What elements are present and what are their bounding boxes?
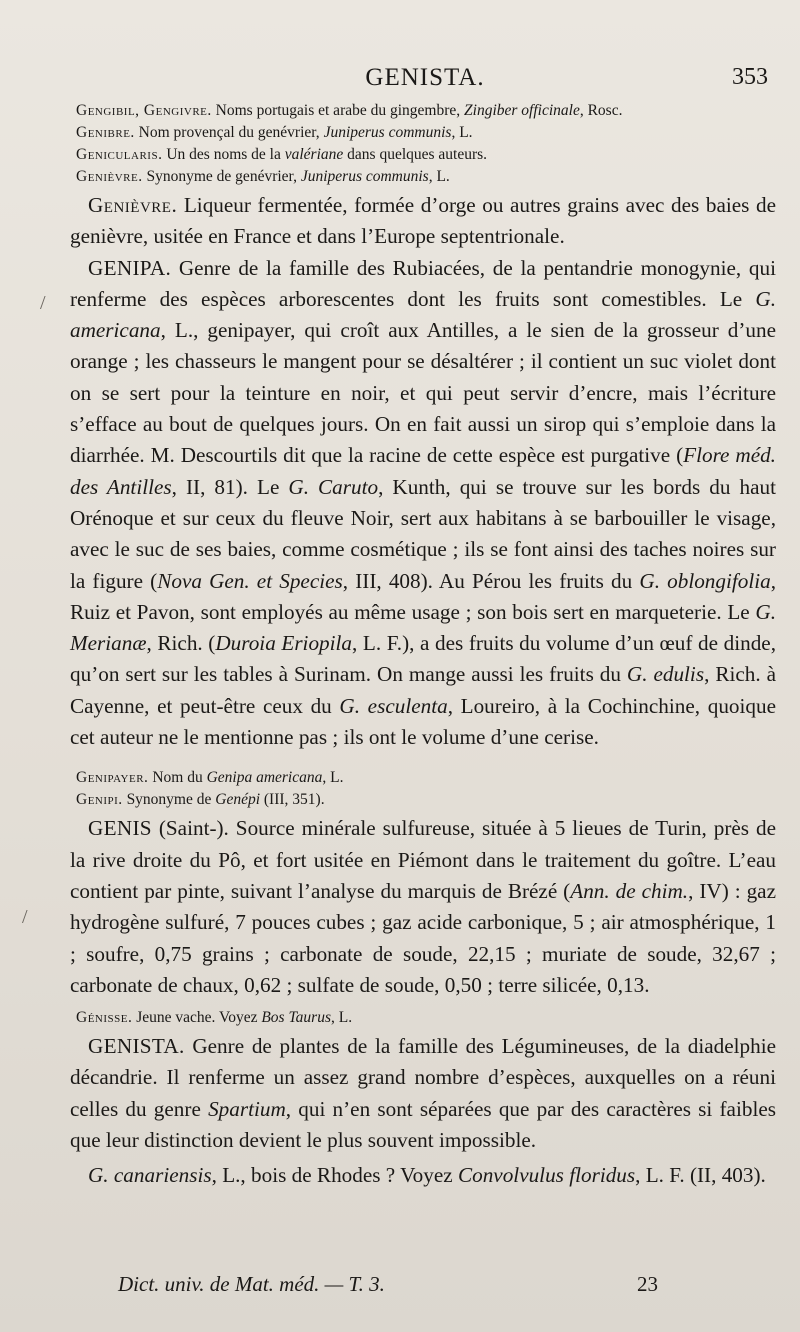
entry-text: , Kunth, qui se trouve sur les bords du haut Orénoque et sur ceux du fleuve Noir, sert aux habitans à se barbouiller le visage, avec le suc de ses baies, comme cosmétique ; ils se font ainsi des taches noires sur la figure ( (70, 474, 777, 593)
entry-text: , L., bois de Rhodes ? Voyez (211, 1163, 458, 1188)
genus-name: Spartium (208, 1096, 286, 1121)
citation-title: Flore méd. des Antilles (70, 443, 776, 499)
gathering-number: 23 (637, 1272, 658, 1296)
entry-text: Synonyme de genévrier, (142, 168, 301, 185)
headword: Genipi. (76, 791, 123, 809)
headword: GENIPA. (88, 255, 172, 280)
entry-text: Nom provençal du genévrier, (134, 124, 324, 141)
citation-title: Nova Gen. et Species (157, 568, 343, 593)
entry-text: , Rosc. (579, 102, 623, 119)
entry-text: Un des noms de la (162, 146, 285, 163)
entry-text: Nom du (148, 769, 207, 787)
entry-text: , IV) : gaz hydrogène sulfuré, 7 pouces cubes ; gaz acide carbonique, 5 ; air atmosphérique, 1 ; soufre, 0,75 grains ; carbonate de soude, 22,15 ; muriate de soude, 32,67 ; carbonate de chaux, 0,62 ; sulfate de soude, 0,50 ; terre silicée, 0,13. (70, 878, 776, 997)
species-name: G. edulis (626, 662, 705, 687)
headword: Gengibil, Gengivre. (76, 102, 212, 119)
entry-text: Liqueur fermentée, formée d’orge ou autres grains avec des baies de genièvre, usitée en France et dans l’Europe septentrionale. (70, 193, 776, 249)
page-footer (118, 1272, 658, 1302)
page-body (70, 100, 776, 1192)
citation-title: Ann. de chim. (570, 878, 689, 903)
entry-text: , Rich. à Cayenne, et peut-être ceux du (70, 662, 776, 718)
species-name: Duroia Eriopila (215, 631, 353, 656)
species-name: G. esculenta (339, 693, 448, 718)
entry-text: , Rich. ( (146, 631, 216, 656)
headword: GENISTA. (88, 1034, 185, 1059)
entry-italic: Juniperus communis (300, 168, 429, 185)
headword: Genièvre. (76, 168, 143, 185)
species-name: Convolvulus floridus (457, 1163, 636, 1188)
entry-genipi (70, 789, 776, 811)
entry-text: Genre de la famille des Rubiacées, de la pentandrie monogynie, qui renferme des espèces arborescentes dont les fruits sont comestibles. Le (70, 255, 776, 311)
entry-text: , II, 81). Le (171, 474, 289, 499)
entry-text: , III, 408). Au Pérou les fruits du (342, 568, 640, 593)
entry-text: , L. (330, 1009, 353, 1027)
headword: Génisse. (76, 1009, 133, 1027)
entry-text: , Loureiro, à la Cochinchine, quoique cet auteur ne le mentionne pas ; ils ont le volume d’une cerise. (70, 693, 776, 750)
entry-text: , L. F. (II, 403). (635, 1163, 766, 1188)
entry-genista-canariensis (70, 1160, 776, 1191)
entry-gengibil (70, 100, 776, 122)
entry-italic: Juniperus communis (323, 124, 452, 141)
page-number: 353 (732, 64, 768, 90)
signature-mark: Dict. univ. de Mat. méd. — T. 3. (118, 1272, 385, 1296)
headword: Genicularis. (76, 146, 163, 163)
entry-text: , L. (428, 168, 450, 185)
entry-text: dans quelques auteurs. (343, 146, 488, 163)
species-name: G. Merianæ (70, 599, 776, 656)
entry-text: Synonyme de (122, 791, 216, 809)
entry-genis (70, 813, 776, 1001)
entry-text: , Ruiz et Pavon, sont employés au même usage ; son bois sert en marqueterie. Le (70, 568, 777, 624)
entry-genisse (70, 1007, 776, 1029)
entry-text: , L. (322, 769, 344, 787)
entry-italic: valériane (284, 146, 344, 163)
species-name: G. americana (70, 286, 776, 343)
entry-genista (70, 1031, 776, 1156)
headword: Genièvre. (88, 193, 178, 217)
running-title: GENISTA. (365, 64, 485, 91)
headword: GENIS (88, 816, 152, 841)
entry-text: Jeune vache. Voyez (132, 1009, 262, 1027)
species-name: G. Caruto (288, 474, 379, 499)
entry-text: (III, 351). (260, 791, 325, 809)
headword: Genibre. (76, 124, 135, 141)
entry-text: (Saint-). Source minérale sulfureuse, située à 5 lieues de Turin, près de la rive droite du Pô, et fort usitée en Piémont dans le traitement du goître. L’eau contient par pinte, suivant l’analyse du marquis de Brézé ( (70, 816, 776, 903)
entry-text: , L., genipayer, qui croît aux Antilles, a le sien de la grosseur d’une orange ; les chasseurs le mangent pour se désaltérer ; il contient un suc violet dont on se sert pour la teinture en noir, et qui peut servir d’encre, mais l’écriture s’efface au bout de quelques jours. On en fait aussi un sirop qui s’emploie dans la diarrhée. M. Descourtils dit que la racine de cette espèce est purgative ( (70, 318, 776, 468)
headword: Genipayer. (76, 769, 149, 787)
entry-genievre (70, 190, 776, 253)
species-name: G. oblongifolia (639, 568, 771, 593)
entry-italic: Zingiber officinale (464, 102, 580, 119)
entry-text: , qui n’en sont séparées que par des caractères si faibles que leur distinction devient le plus souvent impossible. (70, 1096, 776, 1153)
margin-mark: / (40, 292, 46, 314)
margin-mark: / (22, 906, 28, 928)
entry-italic: Genipa americana (206, 769, 323, 787)
entry-genipa (70, 253, 776, 754)
page-header (82, 62, 768, 98)
entry-text: , L. F.), a des fruits du volume d’un œuf de dinde, qu’on sert sur les tables à Surinam. On mange aussi les fruits du (70, 631, 776, 687)
entry-italic: Bos Taurus (261, 1009, 331, 1027)
entry-italic: Genépi (215, 791, 261, 809)
entry-genibre (70, 122, 776, 144)
entry-genicularis (70, 144, 776, 166)
entry-genipayer (70, 767, 776, 789)
species-name: G. canariensis (88, 1163, 212, 1188)
entry-text: , L. (451, 124, 473, 141)
entry-text: Genre de plantes de la famille des Légumineuses, de la diadelphie décandrie. Il renferme un assez grand nombre d’espèces, auxquelles on a réuni celles du genre (70, 1034, 776, 1121)
entry-genievre-synonym (70, 166, 776, 188)
entry-text: Noms portugais et arabe du gingembre, (211, 102, 465, 119)
